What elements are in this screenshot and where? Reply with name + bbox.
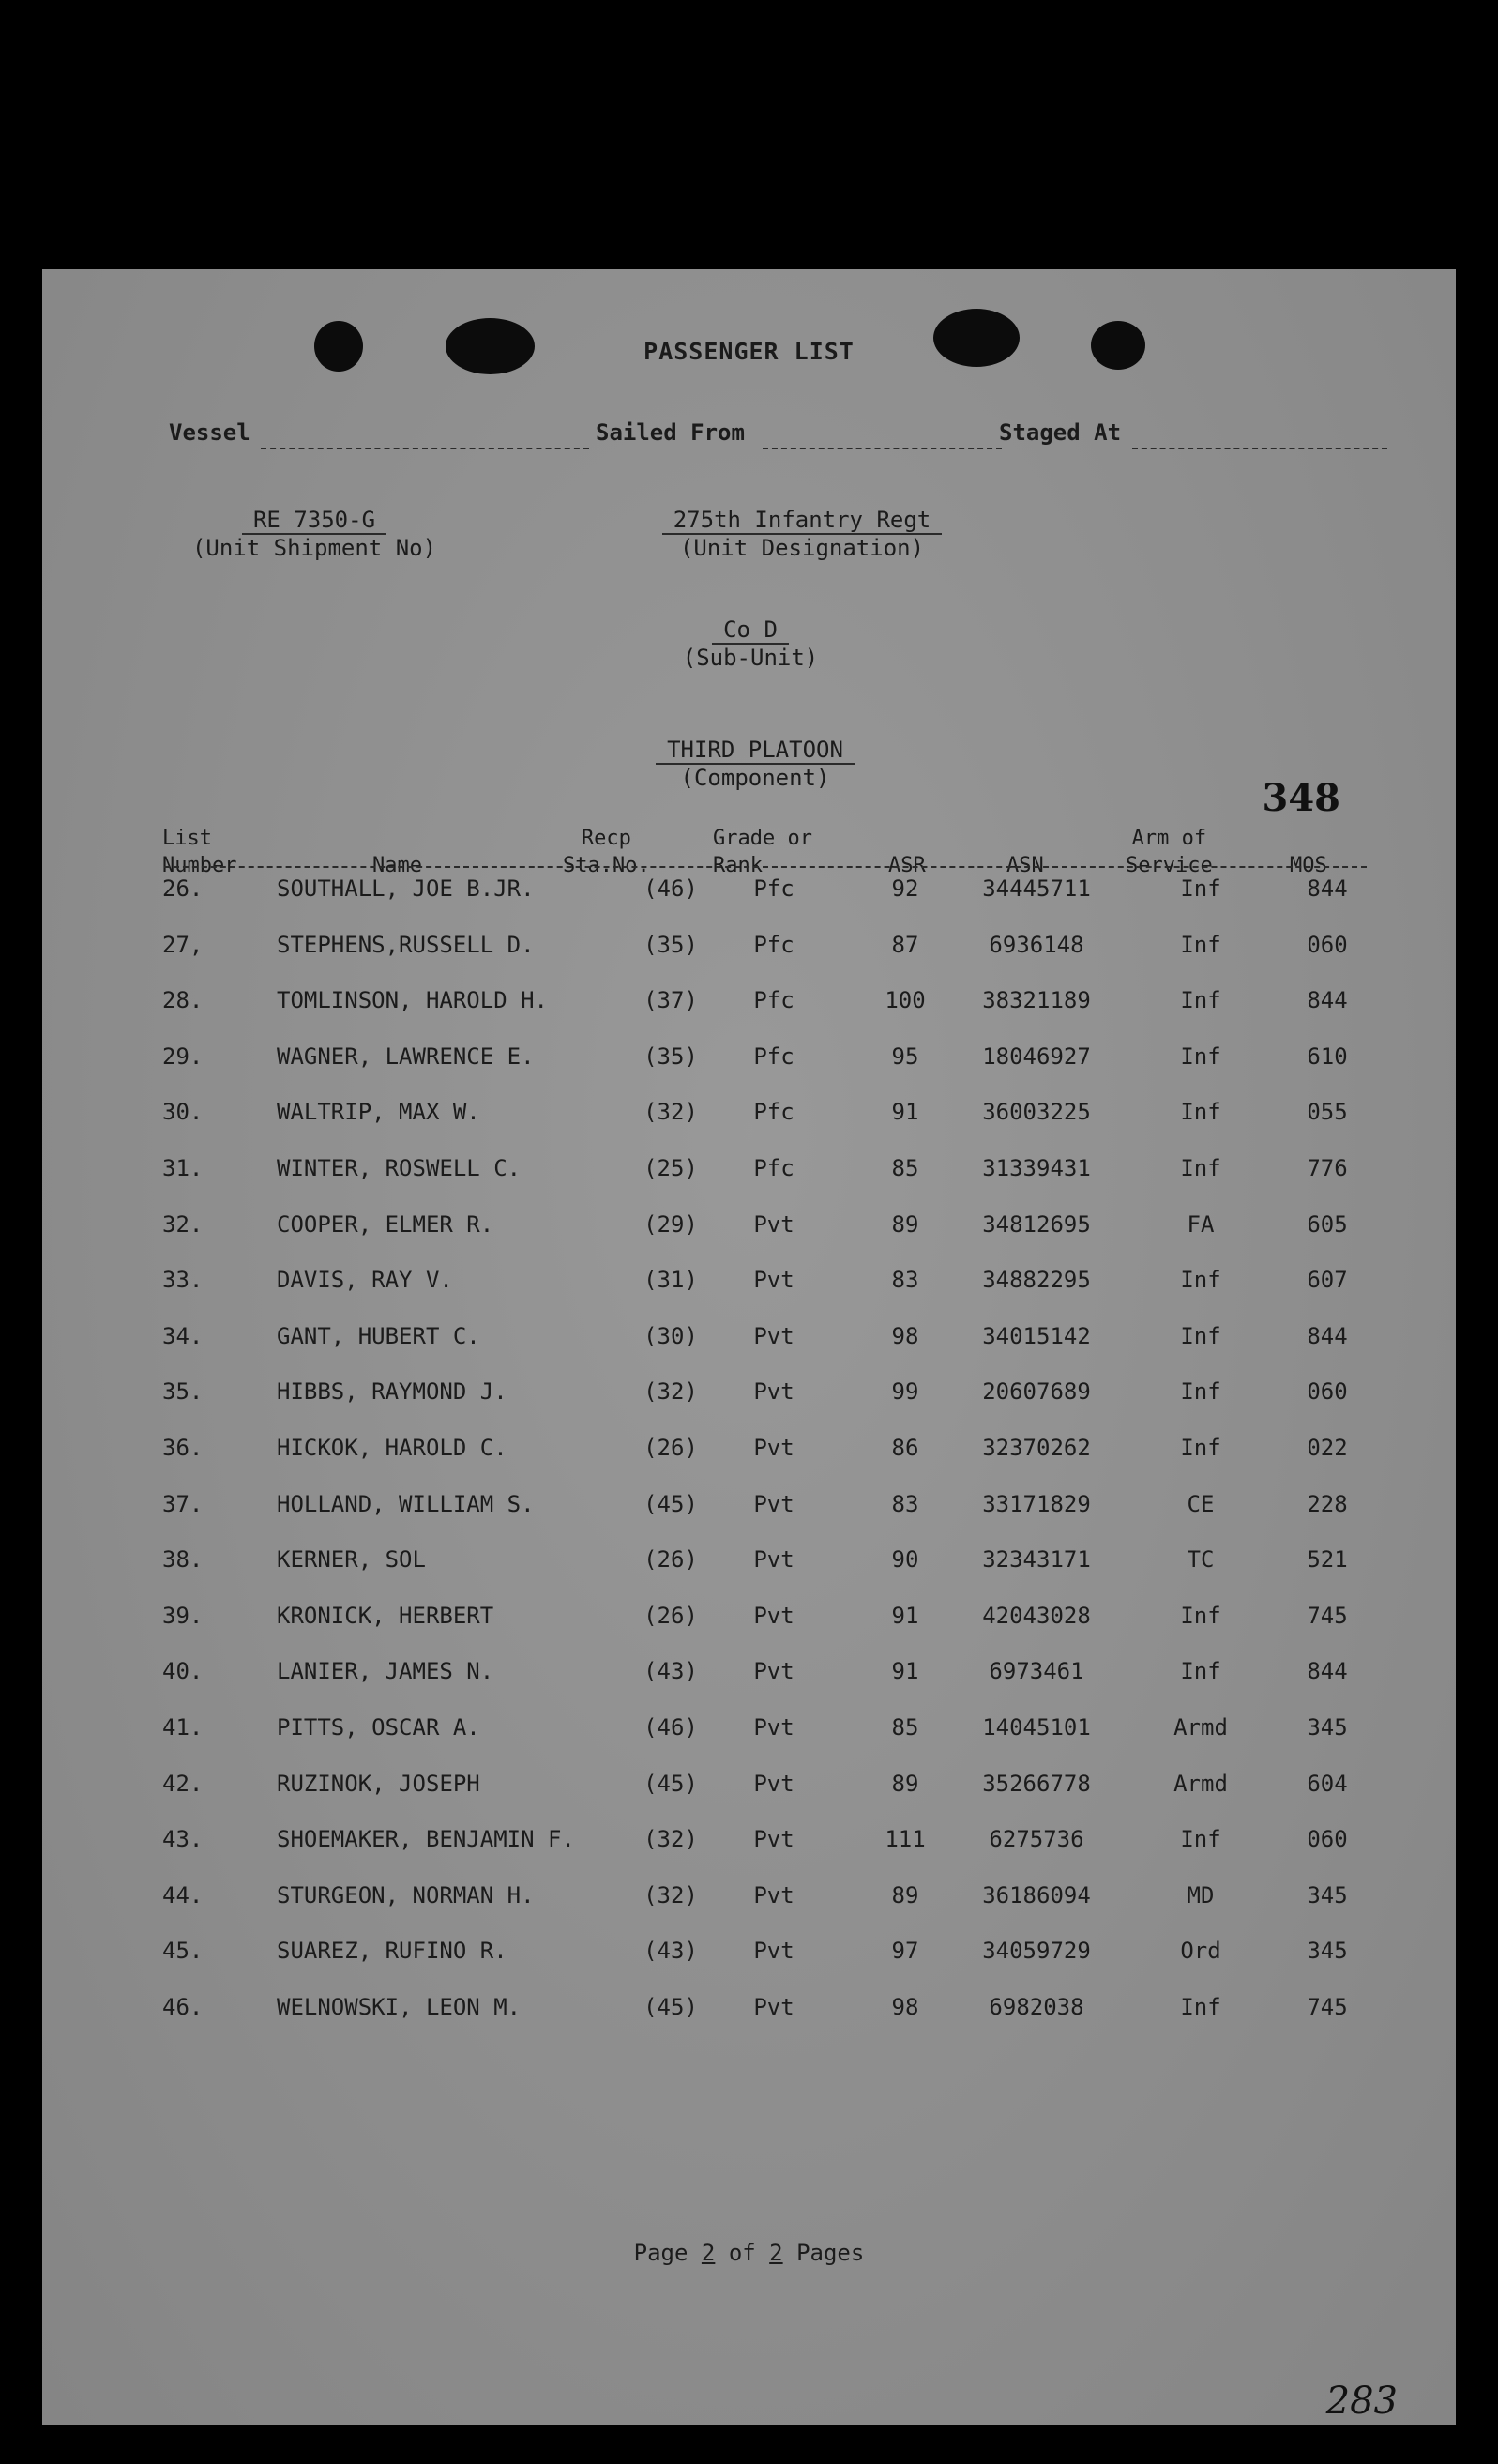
asr-cell: 99 xyxy=(891,1378,919,1406)
component-value: THIRD PLATOON xyxy=(656,737,855,765)
recp-station-cell: (26) xyxy=(643,1546,698,1574)
list-number-cell: 35. xyxy=(162,1378,204,1406)
recp-station-cell: (43) xyxy=(643,1658,698,1685)
list-number-cell: 31. xyxy=(162,1155,204,1181)
table-row xyxy=(42,981,1456,1019)
mos-cell: 610 xyxy=(1307,1042,1348,1070)
mos-cell: 745 xyxy=(1307,1602,1348,1629)
table-row xyxy=(42,926,1456,964)
name-cell: SUAREZ, RUFINO R. xyxy=(277,1938,507,1965)
name-cell: WELNOWSKI, LEON M. xyxy=(277,1994,522,2020)
asn-cell: 6936148 xyxy=(989,931,1084,958)
arm-of-service-cell: Inf xyxy=(1180,1658,1221,1685)
asn-cell: 32370262 xyxy=(982,1435,1091,1461)
document-sheet xyxy=(42,269,1456,2425)
name-cell: HIBBS, RAYMOND J. xyxy=(277,1378,507,1406)
arm-of-service-cell: Armd xyxy=(1173,1714,1228,1741)
mos-cell: 022 xyxy=(1307,1435,1348,1461)
arm-of-service-cell: Inf xyxy=(1180,1602,1221,1629)
arm-of-service-cell: Inf xyxy=(1180,1378,1221,1406)
name-cell: PITTS, OSCAR A. xyxy=(277,1714,480,1741)
asr-cell: 98 xyxy=(891,1994,919,2020)
arm-of-service-cell: Armd xyxy=(1173,1770,1228,1797)
mos-cell: 604 xyxy=(1307,1770,1348,1797)
arm-of-service-cell: Inf xyxy=(1180,1322,1221,1349)
asr-cell: 91 xyxy=(891,1658,919,1685)
mos-cell: 844 xyxy=(1307,875,1348,902)
table-row xyxy=(42,1149,1456,1187)
mos-cell: 060 xyxy=(1307,931,1348,958)
grade-cell: Pvt xyxy=(753,1938,794,1965)
arm-of-service-cell: Inf xyxy=(1180,1267,1221,1294)
recp-station-cell: (45) xyxy=(643,1490,698,1517)
list-number-cell: 42. xyxy=(162,1770,204,1797)
list-number-cell: 45. xyxy=(162,1938,204,1965)
name-cell: TOMLINSON, HAROLD H. xyxy=(277,987,548,1014)
arm-of-service-cell: Ord xyxy=(1180,1938,1221,1965)
mos-cell: 345 xyxy=(1307,1881,1348,1909)
grade-cell: Pvt xyxy=(753,1435,794,1461)
grade-cell: Pvt xyxy=(753,1546,794,1574)
table-row xyxy=(42,1541,1456,1578)
column-asr: ASR xyxy=(888,854,926,877)
table-header xyxy=(42,809,1456,879)
list-number-cell: 43. xyxy=(162,1826,204,1853)
table-row xyxy=(42,1877,1456,1914)
list-number-cell: 27, xyxy=(162,931,204,958)
arm-of-service-cell: CE xyxy=(1187,1490,1215,1517)
arm-of-service-cell: Inf xyxy=(1180,1155,1221,1181)
vessel-blank xyxy=(261,448,589,449)
asr-cell: 89 xyxy=(891,1210,919,1238)
asr-cell: 91 xyxy=(891,1602,919,1629)
asr-cell: 95 xyxy=(891,1042,919,1070)
grade-cell: Pvt xyxy=(753,1267,794,1294)
table-row xyxy=(42,870,1456,907)
unit-designation-block xyxy=(643,507,961,561)
sub-unit-caption: (Sub-Unit) xyxy=(682,645,819,671)
list-number-cell: 30. xyxy=(162,1099,204,1126)
name-cell: SHOEMAKER, BENJAMIN F. xyxy=(277,1826,575,1853)
mos-cell: 605 xyxy=(1307,1210,1348,1238)
grade-cell: Pvt xyxy=(753,1322,794,1349)
grade-cell: Pvt xyxy=(753,1881,794,1909)
list-number-cell: 39. xyxy=(162,1602,204,1629)
recp-station-cell: (29) xyxy=(643,1210,698,1238)
list-number-cell: 44. xyxy=(162,1881,204,1909)
asn-cell: 34445711 xyxy=(982,875,1091,902)
recp-station-cell: (31) xyxy=(643,1267,698,1294)
component-block xyxy=(643,737,868,791)
grade-cell: Pfc xyxy=(753,1042,794,1070)
grade-cell: Pfc xyxy=(753,987,794,1014)
grade-cell: Pvt xyxy=(753,1658,794,1685)
asr-cell: 92 xyxy=(891,875,919,902)
recp-station-cell: (32) xyxy=(643,1099,698,1126)
grade-cell: Pfc xyxy=(753,875,794,902)
grade-cell: Pvt xyxy=(753,1770,794,1797)
mos-cell: 844 xyxy=(1307,1322,1348,1349)
grade-cell: Pvt xyxy=(753,1378,794,1406)
asr-cell: 83 xyxy=(891,1267,919,1294)
name-cell: HICKOK, HAROLD C. xyxy=(277,1435,507,1461)
recp-station-cell: (37) xyxy=(643,987,698,1014)
recp-station-cell: (30) xyxy=(643,1322,698,1349)
name-cell: COOPER, ELMER R. xyxy=(277,1210,494,1238)
name-cell: LANIER, JAMES N. xyxy=(277,1658,494,1685)
name-cell: RUZINOK, JOSEPH xyxy=(277,1770,480,1797)
recp-station-cell: (35) xyxy=(643,1042,698,1070)
arm-of-service-cell: Inf xyxy=(1180,875,1221,902)
mos-cell: 345 xyxy=(1307,1938,1348,1965)
list-number-cell: 29. xyxy=(162,1042,204,1070)
column-mos: MOS xyxy=(1290,854,1327,877)
asr-cell: 91 xyxy=(891,1099,919,1126)
asn-cell: 20607689 xyxy=(982,1378,1091,1406)
list-number-cell: 41. xyxy=(162,1714,204,1741)
header-rule xyxy=(164,866,1367,868)
list-number-cell: 32. xyxy=(162,1210,204,1238)
column-name: Name xyxy=(372,854,422,877)
mos-cell: 521 xyxy=(1307,1546,1348,1574)
grade-cell: Pvt xyxy=(753,1490,794,1517)
recp-station-cell: (32) xyxy=(643,1826,698,1853)
list-number-cell: 36. xyxy=(162,1435,204,1461)
asn-cell: 18046927 xyxy=(982,1042,1091,1070)
recp-station-cell: (46) xyxy=(643,875,698,902)
asr-cell: 97 xyxy=(891,1938,919,1965)
mos-cell: 228 xyxy=(1307,1490,1348,1517)
asn-cell: 31339431 xyxy=(982,1155,1091,1181)
asn-cell: 14045101 xyxy=(982,1714,1091,1741)
asr-cell: 100 xyxy=(885,987,926,1014)
table-row xyxy=(42,1988,1456,2026)
grade-cell: Pvt xyxy=(753,1210,794,1238)
asn-cell: 6982038 xyxy=(989,1994,1084,2020)
table-row xyxy=(42,1093,1456,1131)
page-footer xyxy=(42,2240,1456,2266)
asn-cell: 36186094 xyxy=(982,1881,1091,1909)
table-row xyxy=(42,1206,1456,1243)
sailed-from-label: Sailed From xyxy=(596,419,745,446)
vessel-label: Vessel xyxy=(169,419,250,446)
staged-at-blank xyxy=(1132,448,1387,449)
footer-page-current: 2 xyxy=(701,2240,716,2266)
staged-at-label: Staged At xyxy=(999,419,1122,446)
list-number-cell: 37. xyxy=(162,1490,204,1517)
column-asn: ASN xyxy=(1006,854,1044,877)
table-row xyxy=(42,1765,1456,1802)
column-recp: Recp Sta.No. xyxy=(563,827,650,877)
component-caption: (Component) xyxy=(680,765,830,791)
table-row xyxy=(42,1820,1456,1858)
asr-cell: 85 xyxy=(891,1155,919,1181)
asn-cell: 6973461 xyxy=(989,1658,1084,1685)
mos-cell: 607 xyxy=(1307,1267,1348,1294)
unit-shipment-block xyxy=(164,507,464,561)
recp-station-cell: (45) xyxy=(643,1770,698,1797)
recp-station-cell: (26) xyxy=(643,1435,698,1461)
asr-cell: 89 xyxy=(891,1881,919,1909)
recp-station-cell: (35) xyxy=(643,931,698,958)
grade-cell: Pfc xyxy=(753,1099,794,1126)
recp-station-cell: (32) xyxy=(643,1378,698,1406)
recp-station-cell: (46) xyxy=(643,1714,698,1741)
asn-cell: 35266778 xyxy=(982,1770,1091,1797)
column-grade: Grade or Rank xyxy=(713,827,812,877)
table-row xyxy=(42,1652,1456,1690)
asr-cell: 85 xyxy=(891,1714,919,1741)
mos-cell: 844 xyxy=(1307,987,1348,1014)
name-cell: WALTRIP, MAX W. xyxy=(277,1099,480,1126)
recp-station-cell: (25) xyxy=(643,1155,698,1181)
asr-cell: 83 xyxy=(891,1490,919,1517)
list-number-cell: 38. xyxy=(162,1546,204,1574)
asn-cell: 6275736 xyxy=(989,1826,1084,1853)
handwritten-number: 283 xyxy=(1325,2380,1398,2423)
list-number-cell: 34. xyxy=(162,1322,204,1349)
asr-cell: 89 xyxy=(891,1770,919,1797)
arm-of-service-cell: MD xyxy=(1187,1881,1215,1909)
asr-cell: 87 xyxy=(891,931,919,958)
list-number-cell: 46. xyxy=(162,1994,204,2020)
name-cell: DAVIS, RAY V. xyxy=(277,1267,453,1294)
list-number-cell: 28. xyxy=(162,987,204,1014)
unit-designation-caption: (Unit Designation) xyxy=(679,535,925,561)
recp-station-cell: (45) xyxy=(643,1994,698,2020)
asr-cell: 98 xyxy=(891,1322,919,1349)
mos-cell: 776 xyxy=(1307,1155,1348,1181)
table-row xyxy=(42,1261,1456,1299)
footer-of-word: of xyxy=(728,2240,756,2266)
name-cell: KRONICK, HERBERT xyxy=(277,1602,494,1629)
recp-station-cell: (32) xyxy=(643,1881,698,1909)
asn-cell: 34882295 xyxy=(982,1267,1091,1294)
table-row xyxy=(42,1485,1456,1523)
arm-of-service-cell: Inf xyxy=(1180,1994,1221,2020)
grade-cell: Pfc xyxy=(753,1155,794,1181)
sub-unit-value: Co D xyxy=(712,616,789,645)
footer-page-word: Page xyxy=(633,2240,688,2266)
name-cell: KERNER, SOL xyxy=(277,1546,426,1574)
table-row xyxy=(42,1038,1456,1075)
unit-designation-value: 275th Infantry Regt xyxy=(662,507,943,535)
unit-shipment-caption: (Unit Shipment No) xyxy=(191,535,437,561)
mos-cell: 060 xyxy=(1307,1378,1348,1406)
grade-cell: Pvt xyxy=(753,1602,794,1629)
arm-of-service-cell: Inf xyxy=(1180,1826,1221,1853)
asn-cell: 32343171 xyxy=(982,1546,1091,1574)
table-row xyxy=(42,1597,1456,1635)
arm-of-service-cell: Inf xyxy=(1180,987,1221,1014)
asn-cell: 33171829 xyxy=(982,1490,1091,1517)
arm-of-service-cell: Inf xyxy=(1180,1435,1221,1461)
footer-pages-word: Pages xyxy=(796,2240,865,2266)
mos-cell: 060 xyxy=(1307,1826,1348,1853)
name-cell: STURGEON, NORMAN H. xyxy=(277,1881,535,1909)
unit-shipment-value: RE 7350-G xyxy=(242,507,386,535)
asn-cell: 36003225 xyxy=(982,1099,1091,1126)
grade-cell: Pfc xyxy=(753,931,794,958)
grade-cell: Pvt xyxy=(753,1714,794,1741)
name-cell: SOUTHALL, JOE B.JR. xyxy=(277,875,535,902)
name-cell: STEPHENS,RUSSELL D. xyxy=(277,931,535,958)
arm-of-service-cell: Inf xyxy=(1180,1099,1221,1126)
asn-cell: 38321189 xyxy=(982,987,1091,1014)
page-title: PASSENGER LIST xyxy=(643,338,855,365)
recp-station-cell: (43) xyxy=(643,1938,698,1965)
list-number-cell: 26. xyxy=(162,875,204,902)
name-cell: WAGNER, LAWRENCE E. xyxy=(277,1042,535,1070)
asr-cell: 86 xyxy=(891,1435,919,1461)
recp-station-cell: (26) xyxy=(643,1602,698,1629)
grade-cell: Pvt xyxy=(753,1826,794,1853)
sailed-from-blank xyxy=(763,448,1002,449)
sub-unit-block xyxy=(657,616,844,671)
table-row xyxy=(42,1709,1456,1746)
name-cell: GANT, HUBERT C. xyxy=(277,1322,480,1349)
name-cell: WINTER, ROSWELL C. xyxy=(277,1155,522,1181)
footer-page-total: 2 xyxy=(769,2240,783,2266)
arm-of-service-cell: Inf xyxy=(1180,1042,1221,1070)
list-number-cell: 33. xyxy=(162,1267,204,1294)
mos-cell: 055 xyxy=(1307,1099,1348,1126)
table-row xyxy=(42,1317,1456,1355)
list-number-cell: 40. xyxy=(162,1658,204,1685)
asn-cell: 34059729 xyxy=(982,1938,1091,1965)
table-row xyxy=(42,1932,1456,1970)
asn-cell: 34015142 xyxy=(982,1322,1091,1349)
table-row xyxy=(42,1373,1456,1410)
mos-cell: 745 xyxy=(1307,1994,1348,2020)
column-arm: Arm of Service xyxy=(1126,827,1213,877)
mos-cell: 345 xyxy=(1307,1714,1348,1741)
name-cell: HOLLAND, WILLIAM S. xyxy=(277,1490,535,1517)
asr-cell: 111 xyxy=(885,1826,926,1853)
mos-cell: 844 xyxy=(1307,1658,1348,1685)
arm-of-service-cell: Inf xyxy=(1180,931,1221,958)
table-row xyxy=(42,1429,1456,1467)
asn-cell: 42043028 xyxy=(982,1602,1091,1629)
arm-of-service-cell: FA xyxy=(1187,1210,1215,1238)
stamped-sheet-number: 348 xyxy=(1262,776,1340,820)
asr-cell: 90 xyxy=(891,1546,919,1574)
asn-cell: 34812695 xyxy=(982,1210,1091,1238)
column-list-number: List Number xyxy=(162,827,237,877)
grade-cell: Pvt xyxy=(753,1994,794,2020)
arm-of-service-cell: TC xyxy=(1187,1546,1215,1574)
